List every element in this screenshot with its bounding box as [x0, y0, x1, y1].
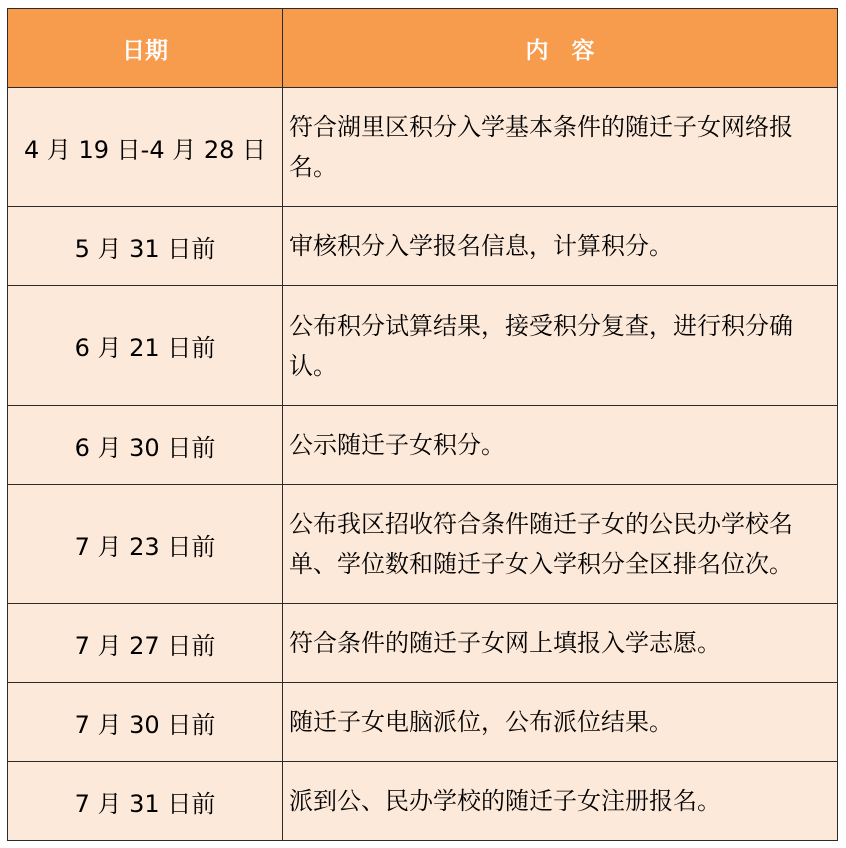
row-content: 随迁子女电脑派位，公布派位结果。 — [283, 683, 838, 762]
table-row — [8, 604, 838, 683]
row-content: 审核积分入学报名信息，计算积分。 — [283, 207, 838, 286]
row-content: 符合条件的随迁子女网上填报入学志愿。 — [283, 604, 838, 683]
row-content: 符合湖里区积分入学基本条件的随迁子女网络报名。 — [283, 88, 838, 207]
row-date: 7 月 23 日前 — [8, 485, 283, 604]
header-content: 内 容 — [283, 9, 838, 88]
table-body — [8, 88, 838, 841]
row-date: 6 月 30 日前 — [8, 406, 283, 485]
row-date: 5 月 31 日前 — [8, 207, 283, 286]
table-row — [8, 683, 838, 762]
row-date: 4 月 19 日-4 月 28 日 — [8, 88, 283, 207]
row-content: 公示随迁子女积分。 — [283, 406, 838, 485]
row-date: 7 月 27 日前 — [8, 604, 283, 683]
schedule-table — [7, 8, 838, 841]
header-row — [8, 9, 838, 88]
table-row — [8, 762, 838, 841]
table-row — [8, 485, 838, 604]
table-row — [8, 207, 838, 286]
row-date: 6 月 21 日前 — [8, 286, 283, 406]
table-header — [8, 9, 838, 88]
table-row — [8, 406, 838, 485]
row-content: 公布积分试算结果，接受积分复查，进行积分确认。 — [283, 286, 838, 406]
row-content: 派到公、民办学校的随迁子女注册报名。 — [283, 762, 838, 841]
table-row — [8, 286, 838, 406]
header-date: 日期 — [8, 9, 283, 88]
table-row — [8, 88, 838, 207]
row-date: 7 月 31 日前 — [8, 762, 283, 841]
row-date: 7 月 30 日前 — [8, 683, 283, 762]
row-content: 公布我区招收符合条件随迁子女的公民办学校名单、学位数和随迁子女入学积分全区排名位次。 — [283, 485, 838, 604]
